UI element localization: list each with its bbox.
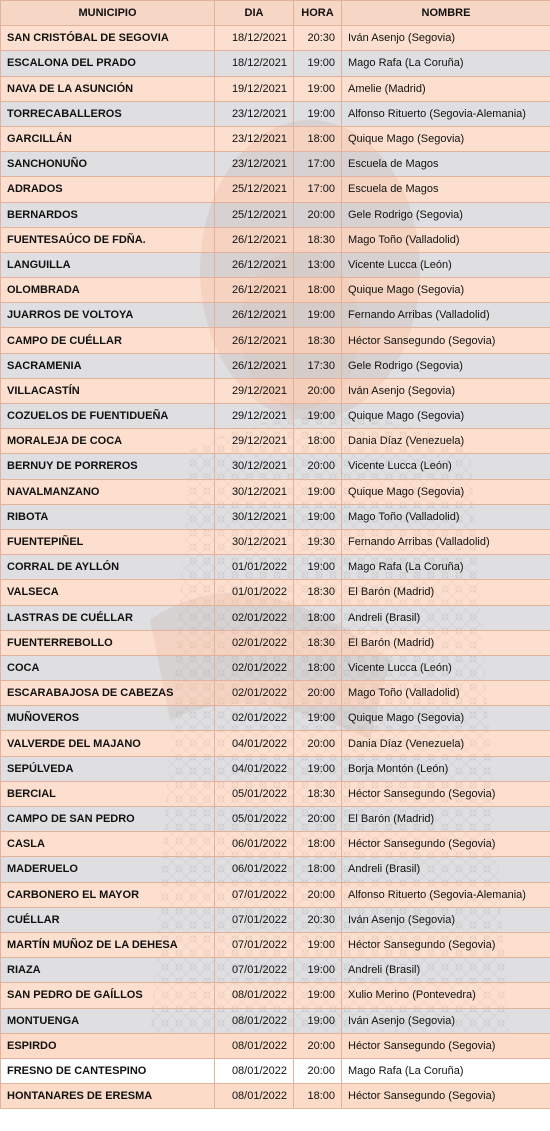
cell-nombre: Héctor Sansegundo (Segovia) <box>342 781 550 806</box>
cell-dia: 06/01/2022 <box>215 857 294 882</box>
cell-hora: 19:00 <box>294 101 342 126</box>
cell-dia: 18/12/2021 <box>215 51 294 76</box>
cell-hora: 19:00 <box>294 555 342 580</box>
cell-hora: 18:30 <box>294 781 342 806</box>
table-row <box>1 857 550 882</box>
table-row <box>1 756 550 781</box>
cell-municipio: CUÉLLAR <box>1 907 215 932</box>
cell-dia: 26/12/2021 <box>215 252 294 277</box>
table-row <box>1 51 550 76</box>
table-row <box>1 76 550 101</box>
cell-hora: 20:00 <box>294 454 342 479</box>
cell-municipio: BERNARDOS <box>1 202 215 227</box>
cell-nombre: Héctor Sansegundo (Segovia) <box>342 328 550 353</box>
cell-dia: 18/12/2021 <box>215 26 294 51</box>
cell-municipio: ADRADOS <box>1 177 215 202</box>
cell-municipio: SAN PEDRO DE GAÍLLOS <box>1 983 215 1008</box>
cell-nombre: Iván Asenjo (Segovia) <box>342 26 550 51</box>
header-nombre: NOMBRE <box>342 1 550 26</box>
cell-nombre: Héctor Sansegundo (Segovia) <box>342 1084 550 1109</box>
cell-dia: 30/12/2021 <box>215 504 294 529</box>
cell-hora: 19:00 <box>294 1008 342 1033</box>
table-row <box>1 454 550 479</box>
cell-hora: 19:00 <box>294 479 342 504</box>
cell-municipio: NAVALMANZANO <box>1 479 215 504</box>
cell-nombre: Alfonso Rituerto (Segovia-Alemania) <box>342 101 550 126</box>
cell-municipio: HONTANARES DE ERESMA <box>1 1084 215 1109</box>
cell-hora: 18:30 <box>294 580 342 605</box>
table-row <box>1 479 550 504</box>
cell-dia: 19/12/2021 <box>215 76 294 101</box>
cell-nombre: Escuela de Magos <box>342 152 550 177</box>
cell-dia: 29/12/2021 <box>215 404 294 429</box>
cell-nombre: Andreli (Brasil) <box>342 958 550 983</box>
cell-nombre: Quique Mago (Segovia) <box>342 278 550 303</box>
cell-municipio: MADERUELO <box>1 857 215 882</box>
cell-municipio: NAVA DE LA ASUNCIÓN <box>1 76 215 101</box>
cell-municipio: FUENTERREBOLLO <box>1 630 215 655</box>
header-row <box>1 1 550 26</box>
cell-hora: 19:00 <box>294 958 342 983</box>
cell-municipio: LASTRAS DE CUÉLLAR <box>1 605 215 630</box>
cell-hora: 19:00 <box>294 51 342 76</box>
table-row <box>1 1084 550 1109</box>
cell-municipio: GARCILLÁN <box>1 126 215 151</box>
cell-dia: 26/12/2021 <box>215 303 294 328</box>
table-row <box>1 907 550 932</box>
table-row <box>1 404 550 429</box>
cell-nombre: Mago Toño (Valladolid) <box>342 504 550 529</box>
table-row <box>1 1058 550 1083</box>
cell-nombre: Andreli (Brasil) <box>342 857 550 882</box>
cell-nombre: Andreli (Brasil) <box>342 605 550 630</box>
cell-municipio: MUÑOVEROS <box>1 706 215 731</box>
table-row <box>1 177 550 202</box>
cell-hora: 17:00 <box>294 152 342 177</box>
cell-nombre: Fernando Arribas (Valladolid) <box>342 529 550 554</box>
schedule-rows <box>1 26 550 1109</box>
cell-hora: 20:00 <box>294 1058 342 1083</box>
cell-municipio: BERNUY DE PORREROS <box>1 454 215 479</box>
cell-nombre: El Barón (Madrid) <box>342 630 550 655</box>
cell-nombre: El Barón (Madrid) <box>342 807 550 832</box>
cell-hora: 17:30 <box>294 353 342 378</box>
cell-hora: 19:00 <box>294 404 342 429</box>
cell-dia: 30/12/2021 <box>215 529 294 554</box>
cell-hora: 20:30 <box>294 26 342 51</box>
table-row <box>1 580 550 605</box>
cell-dia: 08/01/2022 <box>215 983 294 1008</box>
table-row <box>1 303 550 328</box>
cell-hora: 18:30 <box>294 630 342 655</box>
cell-dia: 30/12/2021 <box>215 454 294 479</box>
cell-municipio: COZUELOS DE FUENTIDUEÑA <box>1 404 215 429</box>
cell-dia: 02/01/2022 <box>215 605 294 630</box>
cell-hora: 18:30 <box>294 227 342 252</box>
cell-municipio: SEPÚLVEDA <box>1 756 215 781</box>
cell-dia: 05/01/2022 <box>215 781 294 806</box>
cell-nombre: Dania Díaz (Venezuela) <box>342 429 550 454</box>
table-row <box>1 655 550 680</box>
header-dia: DIA <box>215 1 294 26</box>
table-row <box>1 504 550 529</box>
table-row <box>1 605 550 630</box>
cell-hora: 18:00 <box>294 857 342 882</box>
cell-dia: 30/12/2021 <box>215 479 294 504</box>
cell-nombre: Vicente Lucca (León) <box>342 655 550 680</box>
table-row <box>1 1008 550 1033</box>
cell-nombre: Mago Toño (Valladolid) <box>342 681 550 706</box>
cell-nombre: Mago Rafa (La Coruña) <box>342 1058 550 1083</box>
cell-municipio: FUENTEPIÑEL <box>1 529 215 554</box>
cell-dia: 29/12/2021 <box>215 378 294 403</box>
cell-nombre: Quique Mago (Segovia) <box>342 706 550 731</box>
cell-hora: 18:00 <box>294 655 342 680</box>
cell-hora: 19:00 <box>294 756 342 781</box>
table-row <box>1 202 550 227</box>
cell-hora: 20:00 <box>294 378 342 403</box>
cell-hora: 20:00 <box>294 681 342 706</box>
cell-nombre: El Barón (Madrid) <box>342 580 550 605</box>
cell-municipio: VILLACASTÍN <box>1 378 215 403</box>
cell-hora: 19:30 <box>294 529 342 554</box>
cell-nombre: Iván Asenjo (Segovia) <box>342 378 550 403</box>
cell-nombre: Iván Asenjo (Segovia) <box>342 1008 550 1033</box>
cell-nombre: Amelie (Madrid) <box>342 76 550 101</box>
table-row <box>1 101 550 126</box>
cell-municipio: OLOMBRADA <box>1 278 215 303</box>
table-row <box>1 126 550 151</box>
table-row <box>1 227 550 252</box>
cell-hora: 20:00 <box>294 807 342 832</box>
table-row <box>1 958 550 983</box>
cell-municipio: ESCARABAJOSA DE CABEZAS <box>1 681 215 706</box>
table-row <box>1 378 550 403</box>
cell-nombre: Dania Díaz (Venezuela) <box>342 731 550 756</box>
cell-municipio: ESCALONA DEL PRADO <box>1 51 215 76</box>
cell-dia: 02/01/2022 <box>215 681 294 706</box>
table-row <box>1 832 550 857</box>
cell-dia: 06/01/2022 <box>215 832 294 857</box>
cell-municipio: CORRAL DE AYLLÓN <box>1 555 215 580</box>
cell-dia: 01/01/2022 <box>215 580 294 605</box>
cell-hora: 20:30 <box>294 907 342 932</box>
cell-dia: 23/12/2021 <box>215 101 294 126</box>
cell-municipio: ESPIRDO <box>1 1033 215 1058</box>
cell-nombre: Quique Mago (Segovia) <box>342 479 550 504</box>
cell-municipio: MARTÍN MUÑOZ DE LA DEHESA <box>1 932 215 957</box>
cell-nombre: Gele Rodrigo (Segovia) <box>342 202 550 227</box>
cell-municipio: LANGUILLA <box>1 252 215 277</box>
cell-dia: 01/01/2022 <box>215 555 294 580</box>
cell-nombre: Gele Rodrigo (Segovia) <box>342 353 550 378</box>
cell-municipio: FRESNO DE CANTESPINO <box>1 1058 215 1083</box>
cell-hora: 20:00 <box>294 1033 342 1058</box>
cell-dia: 26/12/2021 <box>215 278 294 303</box>
cell-nombre: Borja Montón (León) <box>342 756 550 781</box>
cell-dia: 26/12/2021 <box>215 328 294 353</box>
cell-municipio: MONTUENGA <box>1 1008 215 1033</box>
cell-municipio: COCA <box>1 655 215 680</box>
cell-municipio: SANCHONUÑO <box>1 152 215 177</box>
cell-dia: 26/12/2021 <box>215 227 294 252</box>
cell-dia: 02/01/2022 <box>215 655 294 680</box>
cell-municipio: FUENTESAÚCO DE FDÑA. <box>1 227 215 252</box>
table-row <box>1 781 550 806</box>
cell-hora: 19:00 <box>294 983 342 1008</box>
table-row <box>1 252 550 277</box>
cell-hora: 13:00 <box>294 252 342 277</box>
table-row <box>1 681 550 706</box>
cell-dia: 25/12/2021 <box>215 177 294 202</box>
cell-dia: 08/01/2022 <box>215 1084 294 1109</box>
cell-dia: 29/12/2021 <box>215 429 294 454</box>
cell-municipio: RIBOTA <box>1 504 215 529</box>
cell-hora: 19:00 <box>294 706 342 731</box>
cell-hora: 20:00 <box>294 202 342 227</box>
table-row <box>1 731 550 756</box>
cell-dia: 07/01/2022 <box>215 958 294 983</box>
table-row <box>1 26 550 51</box>
cell-hora: 18:00 <box>294 429 342 454</box>
cell-nombre: Xulio Merino (Pontevedra) <box>342 983 550 1008</box>
cell-nombre: Fernando Arribas (Valladolid) <box>342 303 550 328</box>
table-row <box>1 328 550 353</box>
cell-municipio: SAN CRISTÓBAL DE SEGOVIA <box>1 26 215 51</box>
cell-hora: 18:00 <box>294 126 342 151</box>
table-row <box>1 353 550 378</box>
cell-hora: 19:00 <box>294 932 342 957</box>
cell-nombre: Mago Rafa (La Coruña) <box>342 51 550 76</box>
cell-municipio: JUARROS DE VOLTOYA <box>1 303 215 328</box>
table-row <box>1 555 550 580</box>
cell-dia: 07/01/2022 <box>215 932 294 957</box>
cell-municipio: VALSECA <box>1 580 215 605</box>
cell-nombre: Héctor Sansegundo (Segovia) <box>342 1033 550 1058</box>
cell-nombre: Mago Rafa (La Coruña) <box>342 555 550 580</box>
cell-dia: 05/01/2022 <box>215 807 294 832</box>
header-municipio: MUNICIPIO <box>1 1 215 26</box>
table-row <box>1 152 550 177</box>
table-row <box>1 529 550 554</box>
table-row <box>1 882 550 907</box>
cell-dia: 26/12/2021 <box>215 353 294 378</box>
cell-dia: 02/01/2022 <box>215 630 294 655</box>
cell-municipio: CASLA <box>1 832 215 857</box>
table-row <box>1 1033 550 1058</box>
cell-dia: 23/12/2021 <box>215 126 294 151</box>
cell-hora: 20:00 <box>294 731 342 756</box>
cell-hora: 20:00 <box>294 882 342 907</box>
cell-hora: 19:00 <box>294 76 342 101</box>
cell-dia: 07/01/2022 <box>215 907 294 932</box>
cell-nombre: Quique Mago (Segovia) <box>342 404 550 429</box>
cell-hora: 18:30 <box>294 328 342 353</box>
cell-municipio: CAMPO DE SAN PEDRO <box>1 807 215 832</box>
cell-dia: 25/12/2021 <box>215 202 294 227</box>
cell-dia: 02/01/2022 <box>215 706 294 731</box>
table-row <box>1 429 550 454</box>
cell-dia: 07/01/2022 <box>215 882 294 907</box>
cell-hora: 18:00 <box>294 1084 342 1109</box>
cell-hora: 18:00 <box>294 605 342 630</box>
cell-municipio: TORRECABALLEROS <box>1 101 215 126</box>
cell-municipio: RIAZA <box>1 958 215 983</box>
cell-dia: 04/01/2022 <box>215 731 294 756</box>
cell-nombre: Iván Asenjo (Segovia) <box>342 907 550 932</box>
table-row <box>1 706 550 731</box>
cell-municipio: VALVERDE DEL MAJANO <box>1 731 215 756</box>
cell-hora: 19:00 <box>294 504 342 529</box>
cell-municipio: CAMPO DE CUÉLLAR <box>1 328 215 353</box>
header-hora: HORA <box>294 1 342 26</box>
cell-dia: 08/01/2022 <box>215 1033 294 1058</box>
table-row <box>1 630 550 655</box>
table-row <box>1 807 550 832</box>
cell-nombre: Mago Toño (Valladolid) <box>342 227 550 252</box>
cell-dia: 04/01/2022 <box>215 756 294 781</box>
cell-hora: 18:00 <box>294 832 342 857</box>
cell-hora: 19:00 <box>294 303 342 328</box>
cell-municipio: SACRAMENIA <box>1 353 215 378</box>
cell-municipio: BERCIAL <box>1 781 215 806</box>
cell-nombre: Héctor Sansegundo (Segovia) <box>342 832 550 857</box>
table-row <box>1 983 550 1008</box>
cell-hora: 17:00 <box>294 177 342 202</box>
cell-hora: 18:00 <box>294 278 342 303</box>
cell-dia: 08/01/2022 <box>215 1008 294 1033</box>
cell-dia: 23/12/2021 <box>215 152 294 177</box>
cell-nombre: Vicente Lucca (León) <box>342 252 550 277</box>
table-row <box>1 278 550 303</box>
cell-municipio: MORALEJA DE COCA <box>1 429 215 454</box>
cell-nombre: Quique Mago (Segovia) <box>342 126 550 151</box>
cell-nombre: Alfonso Rituerto (Segovia-Alemania) <box>342 882 550 907</box>
table-row <box>1 932 550 957</box>
cell-municipio: CARBONERO EL MAYOR <box>1 882 215 907</box>
cell-nombre: Escuela de Magos <box>342 177 550 202</box>
cell-dia: 08/01/2022 <box>215 1058 294 1083</box>
cell-nombre: Héctor Sansegundo (Segovia) <box>342 932 550 957</box>
cell-nombre: Vicente Lucca (León) <box>342 454 550 479</box>
